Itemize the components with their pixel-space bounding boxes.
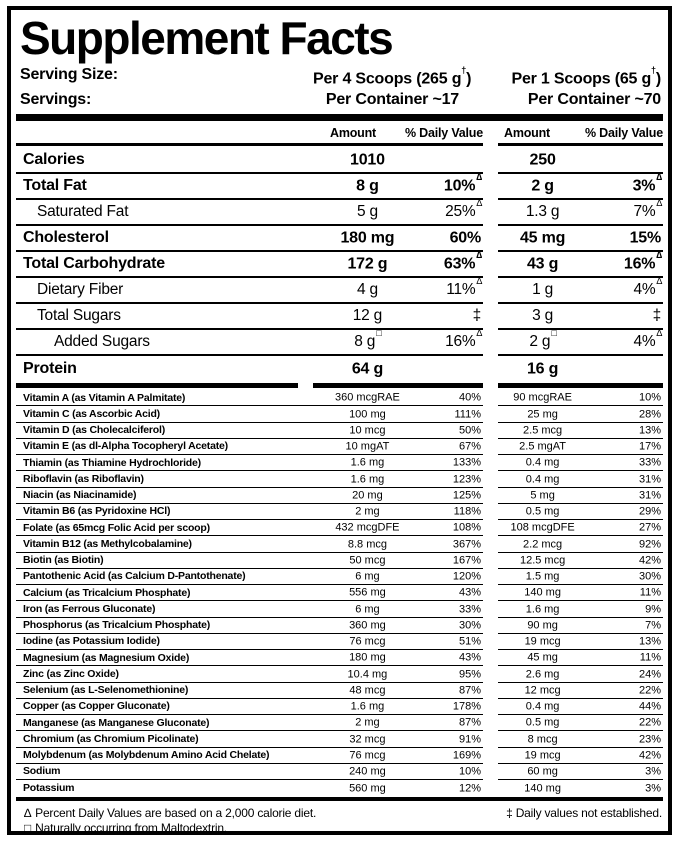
table-row bbox=[16, 731, 663, 747]
daily-value: 4%∆ bbox=[633, 276, 662, 299]
amount-value: 43 g bbox=[526, 255, 559, 273]
daily-value: 50% bbox=[458, 424, 481, 437]
divider-bar bbox=[16, 114, 663, 121]
daily-value: 125% bbox=[452, 489, 481, 502]
daily-value: 11% bbox=[639, 586, 661, 599]
row-label: Zinc (as Zinc Oxide) bbox=[23, 667, 119, 680]
amount-value: 2.2 mcg bbox=[523, 538, 563, 551]
row-label: Selenium (as L-Selenomethionine) bbox=[23, 684, 189, 697]
column-gutter bbox=[483, 89, 498, 110]
table-row bbox=[16, 748, 663, 764]
amount-header: Amount bbox=[330, 125, 377, 140]
daily-value: 91% bbox=[458, 733, 481, 746]
daily-value: 24% bbox=[638, 668, 661, 681]
daily-value: 95% bbox=[458, 668, 481, 681]
daily-value bbox=[588, 150, 663, 169]
amount-value: 180 mg bbox=[349, 651, 386, 664]
daily-value: 23% bbox=[638, 733, 661, 746]
servings-col1: Per Container ~17 bbox=[325, 91, 459, 108]
row-label: Folate (as 65mcg Folic Acid per scoop) bbox=[23, 521, 210, 534]
row-label: Biotin (as Biotin) bbox=[23, 554, 104, 567]
amount-value: 4 g bbox=[356, 281, 378, 299]
amount-value: 76 mcg bbox=[349, 749, 386, 762]
amount-value: 250 bbox=[529, 151, 556, 169]
table-row bbox=[16, 520, 663, 536]
table-row bbox=[16, 618, 663, 634]
amount-value: 140 mg bbox=[524, 586, 561, 599]
daily-value: 178% bbox=[452, 700, 481, 713]
daily-value: 367% bbox=[452, 538, 481, 551]
row-label: Potassium bbox=[23, 782, 75, 795]
amount-value: 2.5 mgAT bbox=[519, 440, 567, 453]
serving-size-col1: Per 4 Scoops (265 g†) bbox=[313, 64, 472, 87]
servings-col2: Per Container ~70 bbox=[527, 91, 661, 108]
row-label: Calories bbox=[23, 151, 85, 168]
row-label: Molybdenum (as Molybdenum Amino Acid Chelate) bbox=[23, 749, 270, 762]
amount-value: 0.5 mg bbox=[525, 716, 560, 729]
daily-value bbox=[423, 359, 483, 378]
daily-value: 4%∆ bbox=[633, 328, 662, 351]
row-label: Manganese (as Manganese Gluconate) bbox=[23, 716, 210, 729]
daily-value: 44% bbox=[638, 700, 661, 713]
daily-value bbox=[588, 359, 663, 378]
table-row bbox=[16, 536, 663, 552]
amount-value: 16 g bbox=[526, 360, 559, 378]
table-row bbox=[16, 699, 663, 715]
daily-value: 87% bbox=[458, 716, 481, 729]
row-label: Chromium (as Chromium Picolinate) bbox=[23, 732, 199, 745]
amount-value: 50 mcg bbox=[349, 554, 386, 567]
daily-value-header: % Daily Value bbox=[585, 125, 663, 140]
amount-value: 360 mg bbox=[349, 619, 386, 632]
amount-value: 1.6 mg bbox=[525, 603, 560, 616]
daily-value: 120% bbox=[452, 570, 481, 583]
amount-value: 1.6 mg bbox=[350, 473, 385, 486]
table-row bbox=[16, 569, 663, 585]
column-group-2-header bbox=[498, 122, 663, 146]
table-row bbox=[16, 304, 663, 330]
table-row bbox=[16, 715, 663, 731]
row-label: Added Sugars bbox=[54, 333, 150, 350]
amount-value: 1010 bbox=[350, 151, 385, 169]
amount-value: 8 mcg bbox=[527, 733, 558, 746]
amount-value: 560 mg bbox=[349, 782, 386, 795]
row-label: Riboflavin (as Riboflavin) bbox=[23, 472, 144, 485]
daily-value: 3%∆ bbox=[632, 172, 662, 195]
serving-size-col2: Per 1 Scoops (65 g†) bbox=[511, 64, 661, 87]
triangle-symbol: ∆ bbox=[24, 806, 32, 821]
row-label: Protein bbox=[23, 360, 77, 377]
serving-size-row bbox=[16, 64, 663, 89]
amount-value: 64 g bbox=[351, 360, 384, 378]
row-label: Vitamin B6 (as Pyridoxine HCl) bbox=[23, 505, 171, 518]
table-row bbox=[16, 553, 663, 569]
daily-value: 3% bbox=[645, 765, 661, 778]
daily-value: 43% bbox=[458, 651, 481, 664]
daily-value: 16%∆ bbox=[623, 250, 662, 273]
amount-value: 108 mcgDFE bbox=[510, 521, 575, 534]
amount-value: 100 mg bbox=[349, 408, 386, 421]
table-row bbox=[16, 252, 663, 278]
micronutrient-table bbox=[16, 390, 663, 796]
daily-value: ‡ bbox=[652, 307, 661, 325]
daily-value: 42% bbox=[638, 749, 661, 762]
amount-value: 6 mg bbox=[355, 570, 380, 583]
amount-value: 0.5 mg bbox=[525, 505, 560, 518]
amount-value: 172 g bbox=[347, 255, 388, 273]
header-spacer bbox=[16, 122, 313, 146]
amount-value: 0.4 mg bbox=[525, 456, 560, 469]
daily-value: 123% bbox=[452, 473, 481, 486]
amount-value: 1.6 mg bbox=[350, 456, 385, 469]
table-row bbox=[16, 439, 663, 455]
daily-value: 10%∆ bbox=[443, 172, 482, 195]
amount-value: 48 mcg bbox=[349, 684, 386, 697]
daily-value: 63%∆ bbox=[443, 250, 482, 273]
daily-value: 87% bbox=[458, 684, 481, 697]
amount-value: 90 mg bbox=[527, 619, 558, 632]
amount-value: 8 g□ bbox=[354, 328, 382, 351]
table-row bbox=[16, 585, 663, 601]
row-label: Vitamin E (as dl-Alpha Tocopheryl Acetate) bbox=[23, 440, 228, 453]
table-row bbox=[16, 455, 663, 471]
row-label: Vitamin C (as Ascorbic Acid) bbox=[23, 407, 160, 420]
amount-value: 10 mgAT bbox=[345, 440, 390, 453]
amount-value: 1.6 mg bbox=[350, 700, 385, 713]
divider-bar bbox=[16, 383, 663, 388]
table-row bbox=[16, 650, 663, 666]
table-row bbox=[16, 330, 663, 356]
daily-value: 30% bbox=[638, 570, 661, 583]
amount-value: 76 mcg bbox=[349, 635, 386, 648]
daily-value: 118% bbox=[453, 505, 481, 518]
amount-value: 1 g bbox=[532, 281, 554, 299]
row-label: Saturated Fat bbox=[37, 203, 129, 220]
row-label: Iron (as Ferrous Gluconate) bbox=[23, 602, 156, 615]
amount-value: 19 mcg bbox=[524, 749, 561, 762]
daily-value: 10% bbox=[458, 765, 481, 778]
row-label: Iodine (as Potassium Iodide) bbox=[23, 635, 160, 648]
table-row bbox=[16, 601, 663, 617]
daily-value: 7%∆ bbox=[633, 198, 662, 221]
amount-value: 2.5 mcg bbox=[523, 424, 563, 437]
table-row bbox=[16, 683, 663, 699]
daily-value: ‡ bbox=[472, 307, 481, 325]
amount-value: 10 mcg bbox=[349, 424, 386, 437]
table-row bbox=[16, 148, 663, 174]
amount-value: 2.6 mg bbox=[525, 668, 560, 681]
table-row bbox=[16, 356, 663, 382]
daily-value: 22% bbox=[638, 716, 661, 729]
double-dagger-symbol: ‡ bbox=[506, 806, 513, 821]
daily-value: 31% bbox=[638, 489, 661, 502]
row-label: Calcium (as Tricalcium Phosphate) bbox=[23, 586, 191, 599]
daily-value: 33% bbox=[458, 603, 481, 616]
amount-value: 1.3 g bbox=[525, 203, 560, 221]
daily-value: 30% bbox=[458, 619, 481, 632]
row-label: Pantothenic Acid (as Calcium D-Pantothenate) bbox=[23, 570, 246, 583]
daily-value: 111% bbox=[454, 408, 481, 421]
amount-value: 6 mg bbox=[355, 603, 380, 616]
daily-value: 11%∆ bbox=[446, 276, 482, 299]
row-label: Vitamin B12 (as Methylcobalamine) bbox=[23, 537, 192, 550]
daily-value: 10% bbox=[638, 391, 661, 404]
dagger-symbol: † bbox=[461, 64, 467, 75]
daily-value: 16%∆ bbox=[445, 328, 482, 351]
table-row bbox=[16, 226, 663, 252]
amount-value: 12.5 mcg bbox=[519, 554, 566, 567]
amount-value: 20 mg bbox=[352, 489, 383, 502]
amount-value: 8.8 mcg bbox=[347, 538, 387, 551]
divider-bar bbox=[16, 797, 663, 801]
square-symbol: □ bbox=[24, 821, 32, 836]
table-row bbox=[16, 423, 663, 439]
daily-value: 40% bbox=[458, 391, 481, 404]
daily-value: 3% bbox=[645, 782, 661, 795]
footnotes-left bbox=[16, 806, 483, 836]
amount-value: 25 mg bbox=[527, 408, 558, 421]
amount-header: Amount bbox=[504, 125, 551, 140]
daily-value: 25%∆ bbox=[445, 198, 482, 221]
daily-value: 42% bbox=[638, 554, 661, 567]
table-row bbox=[16, 471, 663, 487]
row-label: Vitamin D (as Cholecalciferol) bbox=[23, 424, 166, 437]
table-row bbox=[16, 488, 663, 504]
amount-value: 8 g bbox=[356, 177, 379, 195]
row-label: Total Fat bbox=[23, 177, 87, 194]
amount-value: 0.4 mg bbox=[525, 473, 560, 486]
amount-value: 2 mg bbox=[355, 505, 380, 518]
footnotes bbox=[16, 806, 663, 836]
daily-value: 27% bbox=[638, 521, 661, 534]
row-label: Magnesium (as Magnesium Oxide) bbox=[23, 651, 190, 664]
amount-value: 45 mg bbox=[527, 651, 558, 664]
daily-value: 29% bbox=[638, 505, 661, 518]
daily-value: 28% bbox=[638, 408, 661, 421]
daily-value: 92% bbox=[638, 538, 661, 551]
footnote-daily-values: ∆ Percent Daily Values are based on a 2,000 calorie diet. bbox=[24, 806, 317, 821]
amount-value: 19 mcg bbox=[524, 635, 561, 648]
amount-value: 432 mcgDFE bbox=[335, 521, 400, 534]
servings-label: Servings: bbox=[20, 91, 92, 108]
daily-value: 51% bbox=[458, 635, 481, 648]
daily-value: 167% bbox=[452, 554, 481, 567]
daily-value: 7% bbox=[645, 619, 661, 632]
table-row bbox=[16, 780, 663, 796]
amount-value: 12 mcg bbox=[524, 684, 561, 697]
amount-value: 5 mg bbox=[530, 489, 555, 502]
row-label: Total Sugars bbox=[37, 307, 121, 324]
footnote-naturally-occurring: □ Naturally occurring from Maltodextrin. bbox=[24, 821, 227, 836]
amount-value: 2 g bbox=[531, 177, 554, 195]
daily-value: 33% bbox=[638, 456, 661, 469]
amount-value: 5 g bbox=[356, 203, 378, 221]
table-row bbox=[16, 504, 663, 520]
daily-value: 22% bbox=[638, 684, 661, 697]
amount-value: 3 g bbox=[532, 307, 554, 325]
row-label: Cholesterol bbox=[23, 229, 109, 246]
daily-value: 43% bbox=[458, 586, 481, 599]
amount-value: 556 mg bbox=[349, 586, 386, 599]
dagger-symbol: † bbox=[651, 64, 656, 75]
amount-value: 60 mg bbox=[527, 765, 558, 778]
serving-size-label: Serving Size: bbox=[20, 65, 118, 83]
daily-value: 13% bbox=[638, 635, 661, 648]
row-label: Copper (as Copper Gluconate) bbox=[23, 700, 170, 713]
daily-value: 17% bbox=[638, 440, 661, 453]
table-row bbox=[16, 278, 663, 304]
amount-value: 1.5 mg bbox=[525, 570, 560, 583]
panel-title: Supplement Facts bbox=[20, 12, 393, 64]
daily-value-header: % Daily Value bbox=[405, 125, 483, 140]
amount-value: 360 mcgRAE bbox=[335, 391, 400, 404]
amount-value: 0.4 mg bbox=[525, 700, 560, 713]
column-gutter bbox=[483, 64, 498, 89]
row-label: Vitamin A (as Vitamin A Palmitate) bbox=[23, 391, 186, 404]
table-row bbox=[16, 406, 663, 422]
row-label: Niacin (as Niacinamide) bbox=[23, 489, 137, 502]
column-header-row bbox=[16, 122, 663, 146]
daily-value: 31% bbox=[638, 473, 661, 486]
table-row bbox=[16, 390, 663, 406]
footnote-not-established: ‡ Daily values not established. bbox=[506, 806, 662, 821]
amount-value: 180 mg bbox=[340, 229, 395, 247]
column-group-1-header bbox=[313, 122, 483, 146]
daily-value: 67% bbox=[458, 440, 481, 453]
row-label: Phosphorus (as Tricalcium Phosphate) bbox=[23, 619, 211, 632]
row-label: Dietary Fiber bbox=[37, 281, 124, 298]
row-label: Thiamin (as Thiamine Hydrochloride) bbox=[23, 456, 201, 469]
table-row bbox=[16, 174, 663, 200]
daily-value: 13% bbox=[638, 424, 661, 437]
daily-value: 12% bbox=[458, 782, 481, 795]
amount-value: 90 mcgRAE bbox=[513, 391, 572, 404]
table-row bbox=[16, 764, 663, 780]
daily-value: 169% bbox=[452, 749, 481, 762]
row-label: Total Carbohydrate bbox=[23, 255, 165, 272]
row-label: Sodium bbox=[23, 765, 61, 778]
daily-value: 11% bbox=[639, 651, 661, 664]
daily-value bbox=[423, 150, 483, 169]
table-row bbox=[16, 200, 663, 226]
amount-value: 240 mg bbox=[349, 765, 386, 778]
amount-value: 140 mg bbox=[524, 782, 561, 795]
amount-value: 32 mcg bbox=[349, 733, 386, 746]
daily-value: 60% bbox=[449, 229, 481, 247]
daily-value: 108% bbox=[452, 521, 481, 534]
amount-value: 12 g bbox=[352, 307, 383, 325]
amount-value: 2 mg bbox=[355, 716, 380, 729]
daily-value: 9% bbox=[645, 603, 661, 616]
table-row bbox=[16, 634, 663, 650]
daily-value: 133% bbox=[452, 456, 481, 469]
amount-value: 2 g□ bbox=[529, 328, 557, 351]
servings-row bbox=[16, 89, 663, 110]
table-row bbox=[16, 666, 663, 682]
macronutrient-table bbox=[16, 148, 663, 382]
label-panel bbox=[7, 6, 672, 835]
amount-value: 45 mg bbox=[519, 229, 566, 247]
amount-value: 10.4 mg bbox=[347, 668, 388, 681]
daily-value: 15% bbox=[629, 229, 661, 247]
